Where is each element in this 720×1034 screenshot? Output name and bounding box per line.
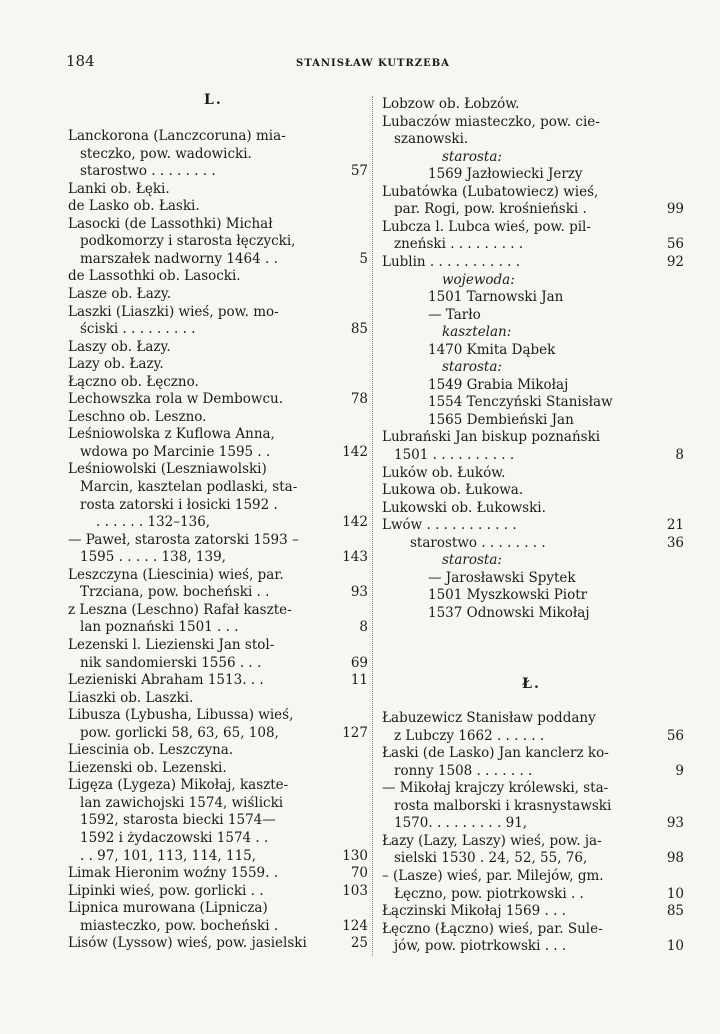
page-reference: 11 <box>350 672 368 689</box>
entry-text: rosta zatorski i łosicki 1592 . <box>80 496 278 513</box>
index-entry-line <box>382 219 684 235</box>
index-entry-line <box>382 517 684 533</box>
index-entry-line <box>68 268 364 284</box>
entry-text: pow. gorlicki 58, 63, 65, 108, <box>80 724 279 741</box>
index-entry-line <box>80 847 368 864</box>
index-entry-line <box>428 166 684 182</box>
index-entry-line <box>442 272 684 288</box>
index-entry-line <box>428 587 684 603</box>
entry-text: de Lasko ob. Łaski. <box>68 198 200 215</box>
entry-text: starostwo . . . . . . . . <box>410 534 546 551</box>
entry-text: ronny 1508 . . . . . . . <box>394 762 533 779</box>
index-entry-line <box>68 935 368 952</box>
entry-text: 1537 Odnowski Mikołaj <box>428 604 590 621</box>
index-entry-line <box>382 465 684 481</box>
index-entry-line <box>394 850 684 866</box>
entry-text: Łęczno (Łączno) wieś, par. Sule- <box>382 920 603 937</box>
entry-text: starosta: <box>442 359 502 376</box>
index-entry-line <box>68 672 368 689</box>
index-entry-line <box>68 707 364 723</box>
entry-text: z Lubczy 1662 . . . . . . <box>394 727 545 744</box>
index-entry-line <box>80 724 368 741</box>
entry-text: Lanki ob. Łęki. <box>68 180 170 197</box>
page-reference: 127 <box>342 724 368 741</box>
entry-text: Lukowski ob. Łukowski. <box>382 499 546 516</box>
entry-text: de Lassothki ob. Lasocki. <box>68 268 241 285</box>
entry-text: Laszy ob. Łazy. <box>68 338 171 355</box>
index-entry-line <box>382 500 684 516</box>
entry-text: 1592 i żydaczowski 1574 . . <box>80 830 269 846</box>
index-entry-line <box>80 795 364 811</box>
entry-text: kasztelan: <box>442 324 512 341</box>
entry-text: — Jarosławski Spytek <box>428 569 576 586</box>
index-entry-line <box>80 654 368 671</box>
entry-text: nik sandomierski 1556 . . . <box>80 654 262 671</box>
index-entry-line <box>382 96 684 112</box>
entry-text: 1569 Jazłowiecki Jerzy <box>428 166 583 183</box>
entry-text: marszałek nadworny 1464 . . <box>80 250 278 267</box>
page-reference: 10 <box>666 885 684 902</box>
page-reference: 78 <box>350 391 368 408</box>
entry-text: Lisów (Lyssow) wieś, pow. jasielski <box>68 935 307 952</box>
index-entry-line <box>68 532 364 548</box>
index-entry-line <box>68 865 368 882</box>
entry-text: Lasocki (de Lassothki) Michał <box>68 215 273 232</box>
entry-text: Lublin . . . . . . . . . . . <box>382 253 521 270</box>
page-reference: 103 <box>342 882 368 899</box>
page-reference: 85 <box>666 903 684 920</box>
entry-text: 1554 Tenczyński Stanisław <box>428 394 613 411</box>
section-heading: Ł. <box>522 676 541 692</box>
index-entry-line <box>80 443 368 460</box>
entry-text: 1501 Tarnowski Jan <box>428 289 564 306</box>
index-entry-line <box>80 250 368 267</box>
index-entry-line <box>68 461 364 477</box>
page-reference: 8 <box>675 447 684 463</box>
entry-text: . . 97, 101, 113, 114, 115, <box>80 847 257 864</box>
page-reference: 57 <box>350 163 368 180</box>
entry-text: Laszki (Liaszki) wieś, pow. mo- <box>68 303 279 320</box>
index-entry-line <box>68 304 364 320</box>
index-entry-line <box>382 780 684 796</box>
page-number: 184 <box>66 52 95 70</box>
entry-text: 1549 Grabia Mikołaj <box>428 376 569 393</box>
index-entry-line <box>394 798 684 814</box>
entry-text: 1570. . . . . . . . . 91, <box>394 815 528 832</box>
index-entry-line <box>68 690 364 706</box>
entry-text: zneński . . . . . . . . . <box>394 236 524 253</box>
index-entry-line <box>68 128 364 144</box>
index-entry-line <box>68 900 364 916</box>
index-entry-line <box>382 903 684 919</box>
index-entry-line <box>382 429 684 445</box>
page-reference: 124 <box>342 917 368 934</box>
entry-text: Lezieniski Abraham 1513. . . <box>68 672 264 689</box>
entry-text: — Mikołaj krajczy królewski, sta- <box>382 780 609 797</box>
index-entry-line <box>428 307 684 323</box>
index-entry-line <box>68 356 364 372</box>
entry-text: Lubaczów miasteczko, pow. cie- <box>382 113 600 130</box>
entry-text: wojewoda: <box>442 271 515 288</box>
entry-text: Liezenski ob. Lezenski. <box>68 759 227 776</box>
index-entry-line <box>394 447 684 463</box>
entry-text: Lubcza l. Lubca wieś, pow. pil- <box>382 218 591 235</box>
index-entry-line <box>68 882 368 899</box>
page-reference: 93 <box>666 815 684 832</box>
entry-text: Lipnica murowana (Lipnicza) <box>68 900 268 917</box>
index-entry-line <box>394 728 684 744</box>
entry-text: Lazy ob. Łazy. <box>68 356 164 373</box>
index-entry-line <box>394 815 684 831</box>
index-entry-line <box>68 567 364 583</box>
index-entry-line <box>68 637 364 653</box>
page-reference: 142 <box>342 514 368 531</box>
entry-text: Luków ob. Łuków. <box>382 464 506 481</box>
index-entry-line <box>394 938 684 954</box>
index-entry-line <box>68 374 364 390</box>
index-entry-line <box>96 514 368 531</box>
entry-text: jów, pow. piotrkowski . . . <box>394 938 567 955</box>
index-entry-line <box>428 570 684 586</box>
entry-text: lan zawichojski 1574, wiślicki <box>80 794 284 811</box>
index-entry-line <box>442 149 684 165</box>
index-entry-line <box>80 163 368 180</box>
entry-text: Libusza (Lybusha, Libussa) wieś, <box>68 707 294 724</box>
page-reference: 10 <box>666 938 684 955</box>
page-reference: 36 <box>666 534 684 551</box>
index-entry-line <box>68 602 364 618</box>
entry-text: Liescinia ob. Leszczyna. <box>68 742 234 759</box>
index-entry-line <box>394 236 684 252</box>
index-entry-line <box>68 742 364 758</box>
running-head: STANISŁAW KUTRZEBA <box>296 58 450 69</box>
entry-text: podkomorzy i starosta łęczycki, <box>80 233 296 250</box>
index-entry-line <box>382 184 684 200</box>
entry-text: 1501 Myszkowski Piotr <box>428 587 588 604</box>
index-entry-line <box>68 198 364 214</box>
page-reference: 99 <box>666 201 684 218</box>
index-entry-line <box>68 286 364 302</box>
entry-text: Lubatówka (Lubatowiecz) wieś, <box>382 183 599 200</box>
index-entry-line <box>80 812 364 828</box>
entry-text: Ligęza (Lygeza) Mikołaj, kaszte- <box>68 777 289 794</box>
index-entry-line <box>80 321 368 338</box>
entry-text: 1592, starosta biecki 1574— <box>80 812 276 829</box>
index-entry-line <box>80 479 364 495</box>
index-entry-line <box>428 394 684 410</box>
entry-text: miasteczko, pow. bocheński . <box>80 917 279 934</box>
entry-text: — Tarło <box>428 306 481 323</box>
page-reference: 142 <box>342 443 368 460</box>
entry-text: rosta malborski i krasnystawski <box>394 797 612 814</box>
index-entry-line <box>410 535 684 551</box>
index-entry-line <box>428 342 684 358</box>
page-reference: 8 <box>359 619 368 636</box>
entry-text: Lukowa ob. Łukowa. <box>382 482 524 499</box>
index-entry-line <box>382 482 684 498</box>
entry-text: Lechowszka rola w Dembowcu. <box>68 391 284 408</box>
index-entry-line <box>382 833 684 849</box>
entry-text: Leśniowolska z Kuflowa Anna, <box>68 426 275 443</box>
entry-text: Łabuzewicz Stanisław poddany <box>382 710 596 726</box>
entry-text: Lezenski l. Liezienski Jan stol- <box>68 636 275 653</box>
entry-text: Leschno ob. Leszno. <box>68 408 207 425</box>
page-reference: 70 <box>350 865 368 882</box>
index-entry-line <box>80 233 364 249</box>
entry-text: 1595 . . . . . 138, 139, <box>80 549 226 566</box>
column-rule <box>372 96 373 956</box>
entry-text: Łączno ob. Łęczno. <box>68 373 199 390</box>
page-reference: 56 <box>666 236 684 253</box>
page-reference: 93 <box>350 584 368 601</box>
index-entry-line <box>80 830 364 846</box>
index-entry-line <box>68 409 364 425</box>
entry-text: Leśniowolski (Leszniawolski) <box>68 461 267 478</box>
index-entry-line <box>68 777 364 793</box>
section-heading: L. <box>204 92 223 108</box>
index-entry-line <box>68 426 364 442</box>
index-entry-line <box>428 412 684 428</box>
entry-text: starosta: <box>442 552 502 569</box>
index-entry-line <box>80 146 364 162</box>
index-entry-line <box>68 339 364 355</box>
entry-text: 1501 . . . . . . . . . . <box>394 447 515 463</box>
entry-text: Lipinki wieś, pow. gorlicki . . <box>68 882 264 899</box>
entry-text: par. Rogi, pow. krośnieński . <box>394 201 587 218</box>
entry-text: Łączinski Mikołaj 1569 . . . <box>382 903 566 920</box>
index-entry-line <box>80 619 368 636</box>
entry-text: Lobzow ob. Łobzów. <box>382 96 520 112</box>
index-entry-line <box>80 497 364 513</box>
entry-text: z Leszna (Leschno) Rafał kaszte- <box>68 601 292 618</box>
entry-text: Leszczyna (Liescinia) wieś, par. <box>68 566 284 583</box>
entry-text: Lanckorona (Lanczcoruna) mia- <box>68 128 286 144</box>
entry-text: 1470 Kmita Dąbek <box>428 341 556 358</box>
entry-text: — Paweł, starosta zatorski 1593 – <box>68 531 299 548</box>
index-entry-line <box>394 131 684 147</box>
entry-text: starostwo . . . . . . . . <box>80 163 216 180</box>
entry-text: Liaszki ob. Laszki. <box>68 689 194 706</box>
entry-text: Lubrański Jan biskup poznański <box>382 429 601 446</box>
index-entry-line <box>382 254 684 270</box>
index-entry-line <box>394 763 684 779</box>
page-reference: 130 <box>342 847 368 864</box>
index-entry-line <box>80 917 368 934</box>
index-entry-line <box>394 886 684 902</box>
page-reference: 98 <box>666 850 684 867</box>
index-entry-line <box>382 921 684 937</box>
index-entry-line <box>442 552 684 568</box>
entry-text: Łęczno, pow. piotrkowski . . <box>394 885 584 902</box>
entry-text: wdowa po Marcinie 1595 . . <box>80 443 271 460</box>
index-entry-line <box>382 745 684 761</box>
page-reference: 9 <box>675 762 684 779</box>
page-reference: 143 <box>342 549 368 566</box>
entry-text: Marcin, kasztelan podlaski, sta- <box>80 479 298 495</box>
page-reference: 92 <box>666 253 684 270</box>
page-reference: 56 <box>666 727 684 744</box>
index-entry-line <box>428 377 684 393</box>
page-reference: 21 <box>666 517 684 534</box>
entry-text: Łazy (Lazy, Laszy) wieś, pow. ja- <box>382 832 602 849</box>
index-entry-line <box>442 324 684 340</box>
index-entry-line <box>428 289 684 305</box>
index-entry-line <box>68 760 364 776</box>
entry-text: – (Lasze) wieś, par. Milejów, gm. <box>382 867 604 884</box>
entry-text: Limak Hieronim woźny 1559. . <box>68 865 279 882</box>
entry-text: Trzciana, pow. bocheński . . <box>80 584 270 601</box>
entry-text: . . . . . . 132–136, <box>96 514 211 531</box>
index-entry-line <box>382 868 684 884</box>
entry-text: ściski . . . . . . . . . <box>80 321 196 338</box>
index-entry-line <box>394 201 684 217</box>
index-entry-line <box>68 181 364 197</box>
entry-text: szanowski. <box>394 131 469 148</box>
entry-text: Łaski (de Lasko) Jan kanclerz ko- <box>382 745 609 762</box>
page-reference: 69 <box>350 654 368 671</box>
page-reference: 5 <box>359 250 368 267</box>
entry-text: starosta: <box>442 148 502 165</box>
page-reference: 25 <box>350 935 368 952</box>
index-entry-line <box>442 359 684 375</box>
entry-text: lan poznański 1501 . . . <box>80 619 239 636</box>
entry-text: steczko, pow. wadowicki. <box>80 145 252 162</box>
index-entry-line <box>382 114 684 130</box>
entry-text: sielski 1530 . 24, 52, 55, 76, <box>394 850 588 867</box>
index-entry-line <box>68 216 364 232</box>
index-entry-line <box>68 391 368 408</box>
entry-text: Lasze ob. Łazy. <box>68 285 172 302</box>
index-entry-line <box>428 605 684 621</box>
index-entry-line <box>382 710 684 726</box>
page-reference: 85 <box>350 321 368 338</box>
entry-text: 1565 Dembieński Jan <box>428 411 574 428</box>
entry-text: Lwów . . . . . . . . . . . <box>382 517 517 534</box>
index-entry-line <box>80 549 368 566</box>
index-entry-line <box>80 584 368 601</box>
